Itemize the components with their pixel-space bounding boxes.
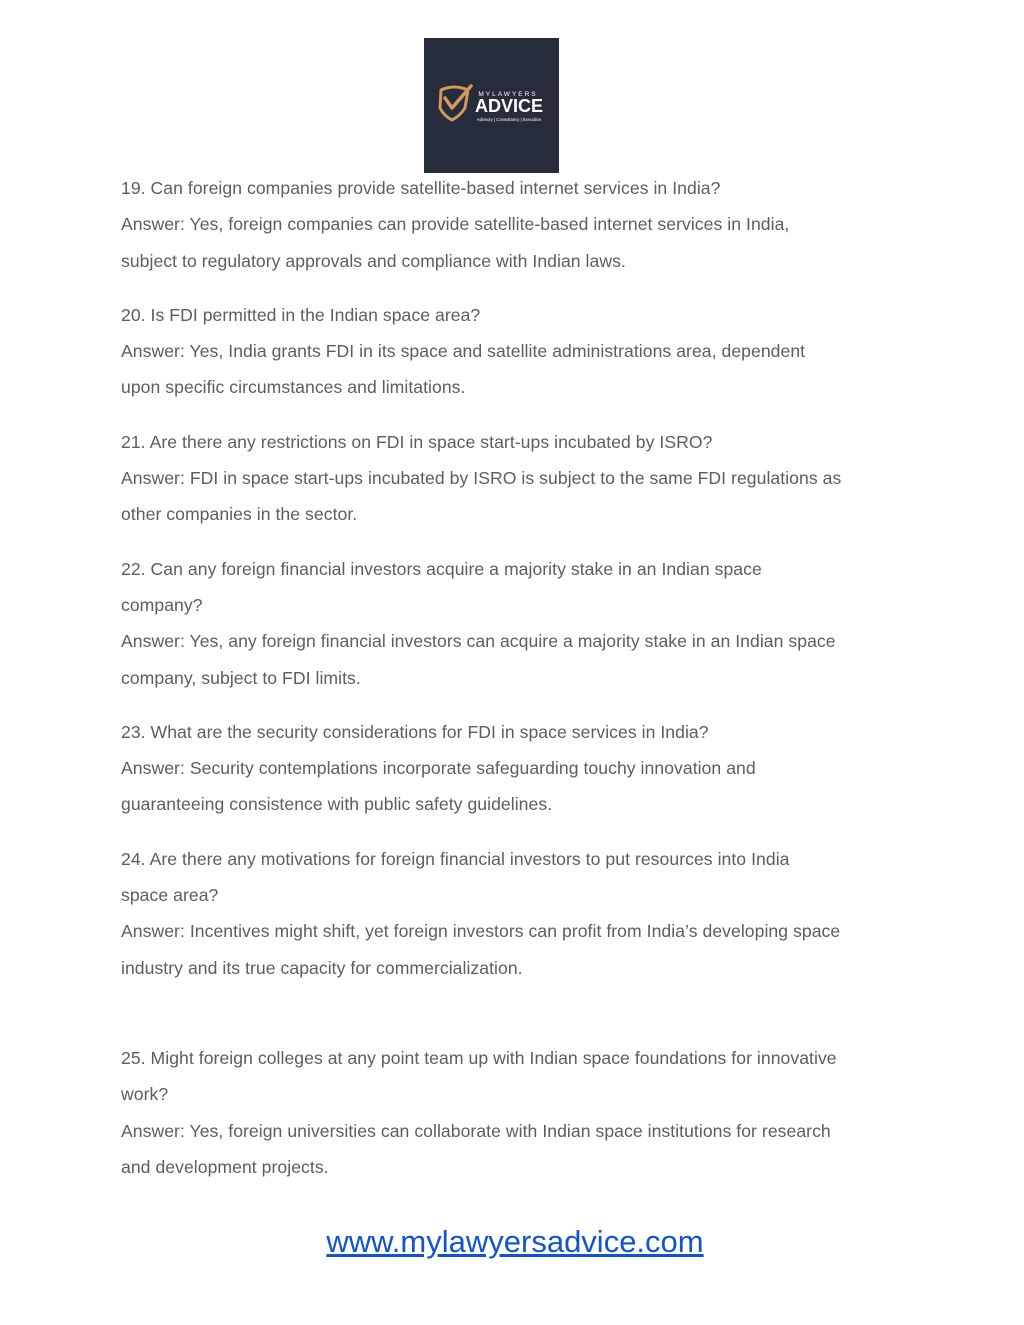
answer-line: upon specific circumstances and limitations.: [121, 377, 466, 398]
brand-logo: [424, 38, 559, 173]
question-text: 25. Might foreign colleges at any point team up with Indian space foundations for innovative: [121, 1047, 837, 1068]
logo-brand-text: ADVICE: [474, 96, 544, 116]
faq-item-20: [121, 297, 911, 406]
answer-line: Answer: Yes, foreign universities can collaborate with Indian space institutions for research: [121, 1120, 831, 1141]
faq-item-21: [121, 424, 911, 533]
question-text: space area?: [121, 885, 219, 906]
answer-line: and development projects.: [121, 1156, 329, 1177]
question-text: company?: [121, 594, 203, 615]
logo-top-text: MYLAWYERS: [478, 91, 538, 98]
logo-tagline: Advisory | Consultancy | Execution: [476, 117, 542, 122]
website-link-text[interactable]: www.mylawyersadvice.com: [326, 1224, 704, 1259]
faq-item-25: [121, 1040, 911, 1185]
answer-line: Answer: FDI in space start-ups incubated by ISRO is subject to the same FDI regulations as: [121, 468, 842, 489]
answer-line: guaranteeing consistence with public safety guidelines.: [121, 794, 553, 815]
answer-line: Answer: Yes, India grants FDI in its space and satellite administrations area, dependent: [121, 341, 806, 362]
shield-check-icon: [440, 86, 471, 120]
answer-line: Answer: Security contemplations incorporate safeguarding touchy innovation and: [121, 758, 756, 779]
answer-line: Answer: Yes, any foreign financial investors can acquire a majority stake in an Indian space: [121, 631, 836, 652]
answer-line: Answer: Incentives might shift, yet foreign investors can profit from India’s developing space: [121, 921, 841, 942]
answer-line: other companies in the sector.: [121, 504, 358, 525]
answer-line: company, subject to FDI limits.: [121, 667, 361, 688]
website-link[interactable]: [0, 1222, 1024, 1262]
question-text: 23. What are the security considerations for FDI in space services in India?: [121, 721, 709, 742]
faq-item-23: [121, 714, 911, 823]
question-text: work?: [121, 1084, 169, 1105]
question-text: 21. Are there any restrictions on FDI in space start-ups incubated by ISRO?: [121, 431, 713, 452]
question-text: 22. Can any foreign financial investors acquire a majority stake in an Indian space: [121, 558, 762, 579]
faq-item-22: [121, 551, 911, 696]
question-text: 19. Can foreign companies provide satellite-based internet services in India?: [121, 178, 721, 198]
faq-item-19: [121, 170, 911, 279]
question-text: 24. Are there any motivations for foreign financial investors to put resources into India: [121, 848, 790, 869]
logo-graphic: [424, 38, 559, 173]
answer-line: subject to regulatory approvals and compliance with Indian laws.: [121, 250, 626, 271]
faq-item-24: [121, 841, 911, 986]
faq-content: [121, 170, 911, 1203]
answer-line: Answer: Yes, foreign companies can provide satellite-based internet services in India,: [121, 214, 790, 235]
answer-line: industry and its true capacity for commercialization.: [121, 957, 523, 978]
question-text: 20. Is FDI permitted in the Indian space area?: [121, 304, 481, 325]
